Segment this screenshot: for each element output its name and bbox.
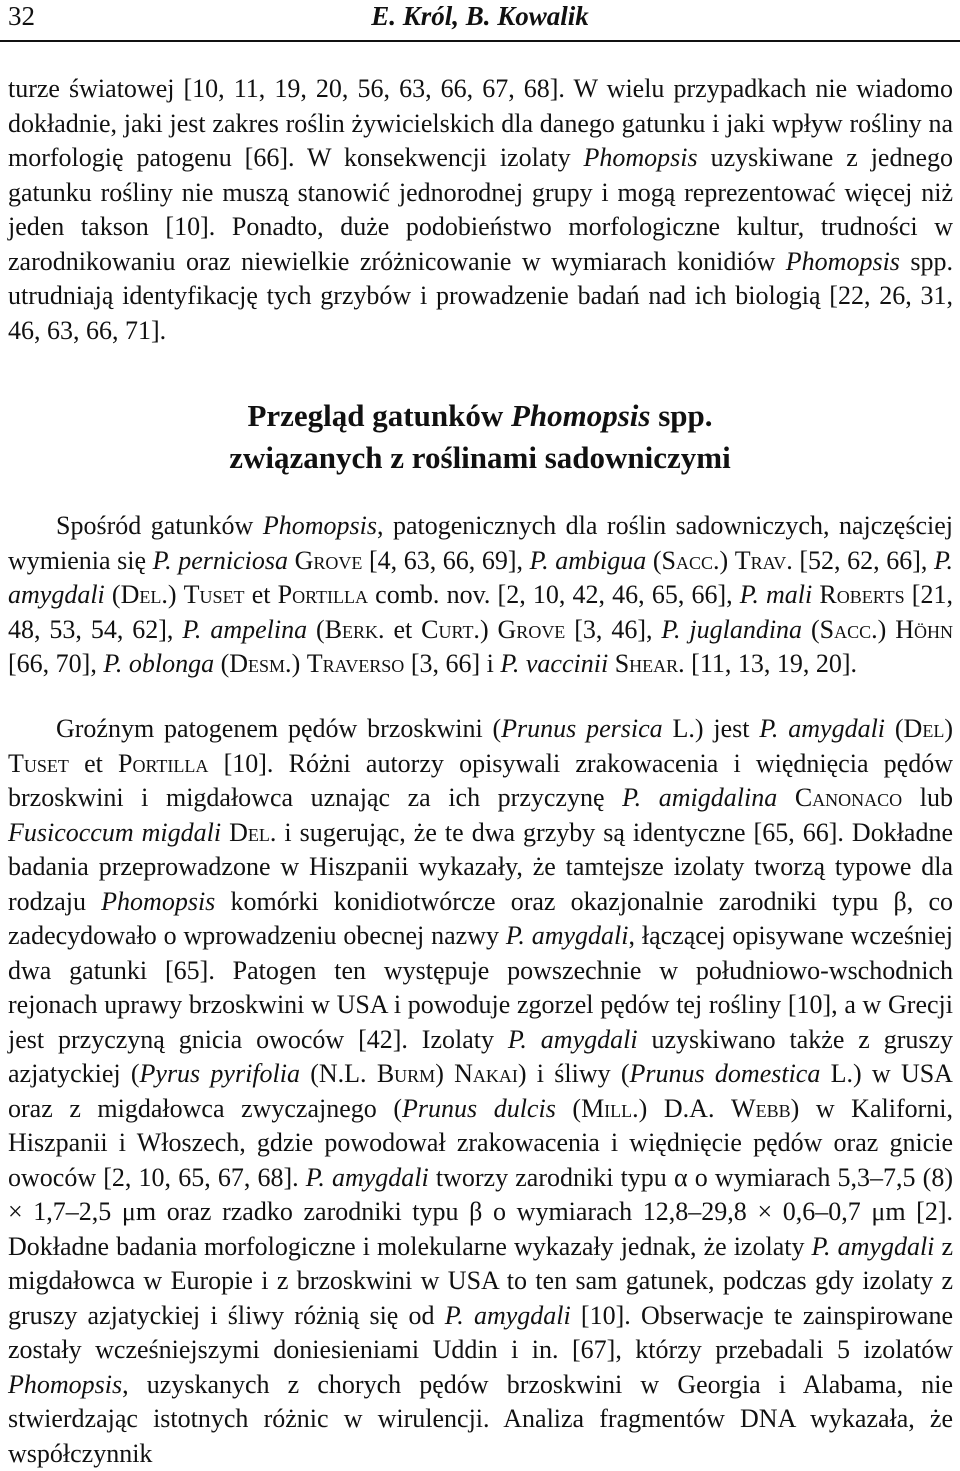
- running-title: E. Król, B. Kowalik: [371, 1, 589, 31]
- header-rule: [0, 40, 960, 42]
- amygdali-paragraph: Groźnym patogenem pędów brzoskwini (Prunus persica L.) jest P. amygdali (Del) Tuset et Portilla [10]. Różni autorzy opisywali zrakowacenia i więdnięcia pędów brzoskwini i migdałowca uznając za ich przyczynę P. amigdalina Canonaco lub Fusicoccum migdali Del. i sugerując, że te dwa grzyby są identyczne [65, 66]. Dokładne badania przeprowadzone w Hiszpanii wykazały, że tamtejsze izolaty tworzą typowe dla rodzaju Phomopsis komórki konidiotwórcze oraz okazjonalnie zarodniki typu β, co zadecydowało o wprowadzeniu obecnej nazwy P. amygdali, łączącej opisywane wcześniej dwa gatunki [65]. Patogen ten występuje powszechnie w południowo-wschodnich rejonach uprawy brzoskwini w USA i powoduje zgorzel pędów tej rośliny [10], a w Grecji jest przyczyną gnicia owoców [42]. Izolaty P. amygdali uzyskiwano także z gruszy azjatyckiej (Pyrus pyrifolia (N.L. Burm) Nakai) i śliwy (Prunus domestica L.) w USA oraz z migdałowca zwyczajnego (Prunus dulcis (Mill.) D.A. Webb) w Kaliforni, Hiszpanii i Włoszech, gdzie powodował zrakowacenia i więdnięcie pędów oraz gnicie owoców [2, 10, 65, 67, 68]. P. amygdali tworzy zarodniki typu α o wymiarach 5,3–7,5 (8) × 1,7–2,5 μm oraz rzadko zarodniki typu β o wymiarach 12,8–29,8 × 0,6–0,7 μm [2]. Dokładne badania morfologiczne i molekularne wykazały jednak, że izolaty P. amygdali z migdałowca w Europie i z brzoskwini w USA to ten sam gatunek, podczas gdy izolaty z gruszy azjatyckiej i śliwy różnią się od P. amygdali [10]. Obserwacje te zainspirowane zostały wcześniejszymi doniesieniami Uddin i in. [67], którzy przebadali 5 izolatów Phomopsis, uzyskanych z chorych pędów brzoskwini w Georgia i Alabama, nie stwierdzając istotnych różnic w wirulencji. Analiza fragmentów DNA wykazała, że współczynnik: [8, 714, 954, 1468]
- page-number: 32: [8, 1, 35, 31]
- section-heading-line-1: Przegląd gatunków Phomopsis spp.: [247, 398, 713, 433]
- species-list-paragraph: Spośród gatunków Phomopsis, patogenicznych dla roślin sadowniczych, najczęściej wymienia się P. perniciosa Grove [4, 63, 66, 69], P. ambigua (Sacc.) Trav. [52, 62, 66], P. amygdali (Del.) Tuset et Portilla comb. nov. [2, 10, 42, 46, 65, 66], P. mali Roberts [21, 48, 53, 54, 62], P. ampelina (Berk. et Curt.) Grove [3, 46], P. juglandina (Sacc.) Höhn [66, 70], P. oblonga (Desm.) Traverso [3, 66] i P. vaccinii Shear. [11, 13, 19, 20].: [8, 511, 954, 678]
- page-header: [0, 0, 960, 40]
- section-heading: [0, 395, 960, 479]
- section-heading-line-2: związanych z roślinami sadowniczymi: [229, 440, 731, 475]
- intro-paragraph: turze światowej [10, 11, 19, 20, 56, 63, 66, 67, 68]. W wielu przypadkach nie wiadomo dokładnie, jaki jest zakres roślin żywicielskich dla danego gatunku i jaki wpływ rośliny na morfologię patogenu [66]. W konsekwencji izolaty Phomopsis uzyskiwane z jednego gatunku rośliny nie muszą stanowić jednorodnej grupy i mogą reprezentować więcej niż jeden takson [10]. Ponadto, duże podobieństwo morfologiczne kultur, trudności w zarodnikowaniu oraz niewielkie zróżnicowanie w wymiarach konidiów Phomopsis spp. utrudniają identyfikację tych grzybów i prowadzenie badań nad ich biologią [22, 26, 31, 46, 63, 66, 71].: [8, 74, 953, 345]
